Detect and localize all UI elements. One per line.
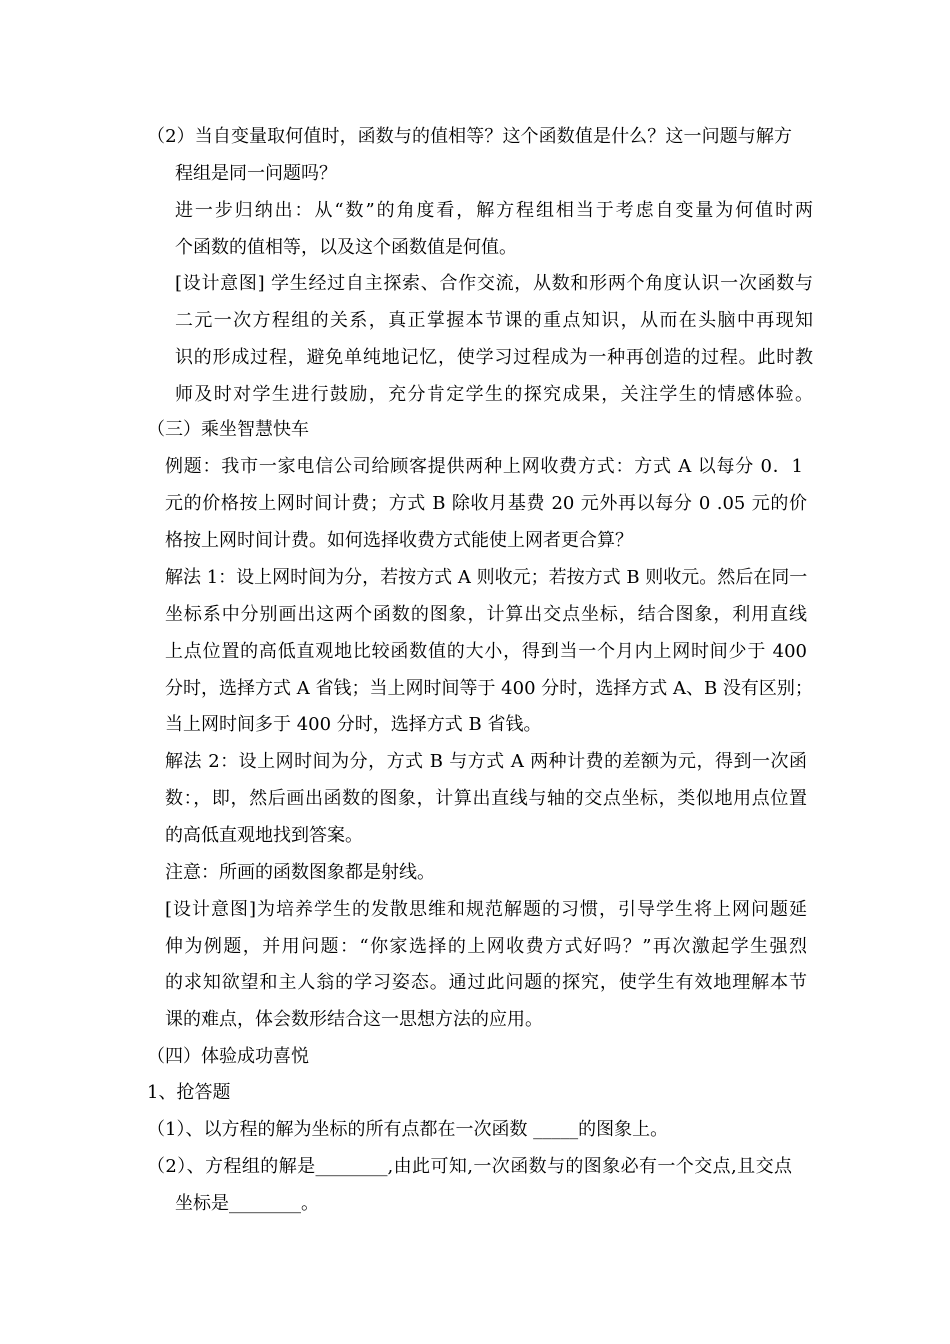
paragraph-line: 的求知欲望和主人翁的学习姿态。通过此问题的探究，使学生有效地理解本节 [165, 972, 807, 993]
paragraph-line: （2）当自变量取何值时，函数与的值相等？这个函数值是什么？这一问题与解方 [147, 126, 792, 147]
paragraph-line: 个函数的值相等，以及这个函数值是何值。 [175, 237, 517, 258]
paragraph-line: 二元一次方程组的关系，真正掌握本节课的重点知识，从而在头脑中再现知 [175, 310, 813, 331]
section-heading: （三）乘坐智慧快车 [147, 419, 309, 440]
paragraph-line: 元的价格按上网时间计费；方式 B 除收月基费 20 元外再以每分 0 .05 元的价 [165, 493, 807, 514]
paragraph-line: [设计意图]为培养学生的发散思维和规范解题的习惯，引导学生将上网问题延 [165, 899, 807, 920]
paragraph-line: 伸为例题，并用问题：“你家选择的上网收费方式好吗？”再次激起学生强烈 [165, 936, 807, 957]
paragraph-line: 坐标系中分别画出这两个函数的图象，计算出交点坐标，结合图象，利用直线 [165, 604, 807, 625]
paragraph-line: 进一步归纳出：从“数”的角度看，解方程组相当于考虑自变量为何值时两 [175, 200, 813, 221]
question-item: （2）、方程组的解是________,由此可知,一次函数与的图象必有一个交点,且交点 [147, 1156, 792, 1177]
paragraph-line: 解法 2：设上网时间为分，方式 B 与方式 A 两种计费的差额为元，得到一次函 [165, 751, 807, 772]
paragraph-line: 数：，即，然后画出函数的图象，计算出直线与轴的交点坐标，类似地用点位置 [165, 788, 807, 809]
paragraph-line: 注意：所画的函数图象都是射线。 [165, 862, 435, 883]
question-item: 坐标是________。 [175, 1193, 319, 1214]
paragraph-line: 的高低直观地找到答案。 [165, 825, 363, 846]
paragraph-line: 识的形成过程，避免单纯地记忆，使学习过程成为一种再创造的过程。此时教 [175, 347, 813, 368]
question-item: （1）、以方程的解为坐标的所有点都在一次函数 _____的图象上。 [147, 1119, 669, 1140]
paragraph-line: 解法 1：设上网时间为分，若按方式 A 则收元；若按方式 B 则收元。然后在同一 [165, 567, 808, 588]
paragraph-line: 格按上网时间计费。如何选择收费方式能使上网者更合算？ [165, 530, 633, 551]
paragraph-line: 程组是同一问题吗？ [175, 163, 337, 184]
paragraph-line: 课的难点，体会数形结合这一思想方法的应用。 [165, 1009, 543, 1030]
paragraph-line: 例题：我市一家电信公司给顾客提供两种上网收费方式：方式 A 以每分 0．1 [165, 456, 803, 477]
paragraph-line: 师及时对学生进行鼓励，充分肯定学生的探究成果，关注学生的情感体验。 [175, 384, 813, 405]
paragraph-line: [设计意图] 学生经过自主探索、合作交流，从数和形两个角度认识一次函数与 [175, 273, 813, 294]
paragraph-line: 上点位置的高低直观地比较函数值的大小，得到当一个月内上网时间少于 400 [165, 641, 807, 662]
paragraph-line: 分时，选择方式 A 省钱；当上网时间等于 400 分时，选择方式 A、B 没有区别； [165, 678, 813, 699]
paragraph-line: 当上网时间多于 400 分时，选择方式 B 省钱。 [165, 714, 542, 735]
question-heading: 1、抢答题 [147, 1082, 231, 1103]
section-heading: （四）体验成功喜悦 [147, 1046, 309, 1067]
